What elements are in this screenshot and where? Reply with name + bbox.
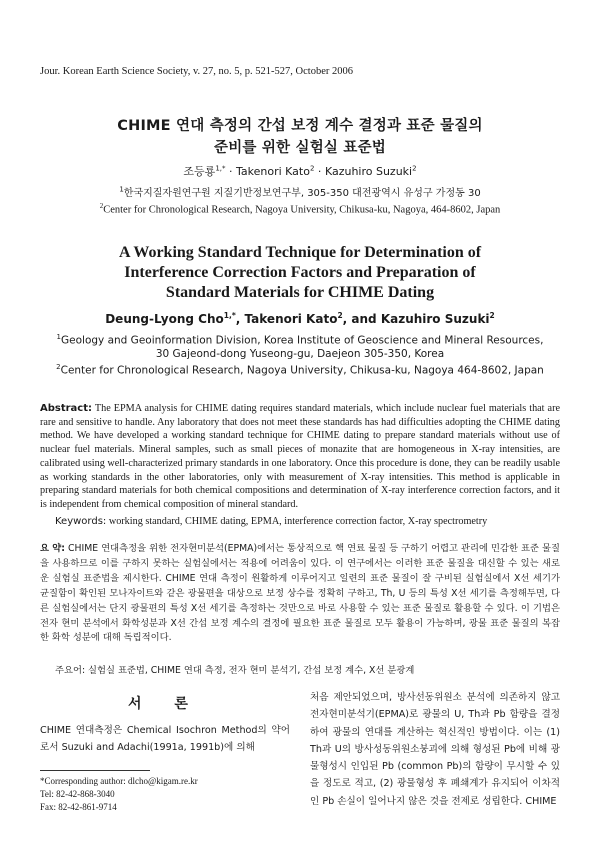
en-aff-2-sup: 2 [56,363,61,371]
english-title-line-2: Interference Correction Factors and Preparation of [124,264,476,281]
footnote-divider [40,770,150,771]
korean-title-line-1: CHIME 연대 측정의 간섭 보정 계수 결정과 표준 물질의 [117,118,483,134]
english-affiliation-1-line-1 [0,333,600,347]
author-1-name: 조등룡 [183,165,216,178]
english-authors: Deung-Lyong Cho$^{1,*}$, Takenori Kato$^2$, and Kazuhiro Suzuki$^2$ [105,311,495,326]
abstract-text: The EPMA analysis for CHIME dating requires standard materials, which include nuclear fuel materials that are rare and sensitive to handle. Any laboratory that does not meet these standards has had difficulties adopting the CHIME dating method. We have developed a working standard technique for CHIME dating to prepare standard materials without use of nuclear fuel materials. Mineral samples, such as small pieces of monazite that are homogeneous in X-ray intensities, are calibrated using well-characterized primary standards in one laboratory. Once this procedure is done, they can be readily usable as working standards in the other laboratories, only with measurement of X-ray intensities. This method is applicable in preparing standard materials for both chemical compositions and determination of X-ray interference correction factors, and it is independent from chemical composition of mineral standard. [40,403,560,510]
footnotes [40,775,290,814]
korean-abstract-text: CHIME 연대측정을 위한 전자현미분석(EPMA)에서는 통상적으로 핵 연료 물질 등 구하기 어렵고 관리에 민감한 표준 물질을 사용하므로 이를 구하지 못하는 실험실에서는 적용에 어려움이 있다. 이 연구에서는 이러한 표준 물질을 대신할 수 있는 새로운 실험실 표준법을 제시한다. CHIME 연대 측정이 원활하게 이루어지고 일련의 표준 물질이 잘 구비된 실험실에서 X선 세기가 균질함이 확인된 모나자이트와 같은 광물편을 대상으로 보정 상수를 정확히 구하고, Th, U 등의 특성 X선 세기를 측정해두면, 다른 실험실에서는 단지 광물편의 특성 X선 세기를 측정하는 것만으로 바로 사용할 수 있는 표준 물질로 활용할 수 있다. 이 기법은 전자 현미 분석에서 화학성분과 X선 간섭 보정 계수의 결정에 필요한 표준 물질로 모두 활용이 가능하며, 광물 표준 물질의 복잡한 화학 성분에 대해 독립적이다. [40,543,560,644]
abstract-label: Abstract: [40,403,93,414]
keywords-label: Keywords: [55,516,107,527]
korean-affiliation-1 [0,184,600,199]
english-title-line-3: Standard Materials for CHIME Dating [165,284,435,301]
korean-aff-2-text: Center for Chronological Research, Nagoya University, Chikusa-ku, Nagoya, 464-8602, Japan [103,204,501,216]
english-abstract [40,402,560,512]
body-right-column: 처음 제안되었으며, 방사선동위원소 분석에 의존하지 않고 전자현미분석기(EPMA)로 광물의 U, Th과 Pb 함량을 결정하여 광물의 연대를 계산하는 혁신적인 방법이다. 이는 (1) Th과 U의 방사성동위원소붕괴에 의해 형성된 Pb에 비해 광물형성시 인입된 Pb (common Pb)의 함량이 무시할 수 있을 정도로 적고, (2) 광물형성 후 폐쇄계가 유지되어 이차적인 Pb 손실이 일어나지 않은 것을 전제로 성립한다. CHIME [310,692,560,807]
korean-title-line-2: 준비를 위한 실험실 표준법 [213,140,387,156]
korean-aff-1-sup: 1 [119,185,124,194]
author-3-name: Kazuhiro Suzuki [324,165,413,178]
korean-aff-1-text: 한국지질자원연구원 지질기반정보연구부, 305-350 대전광역시 유성구 가정동 30 [123,188,481,199]
en-author-1-name: Deung-Lyong Cho [105,312,224,326]
keywords-text: working standard, CHIME dating, EPMA, interference correction factor, X-ray spectrometry [108,516,488,527]
english-affiliation-1-line-2: 30 Gajeond-dong Yuseong-gu, Daejeon 305-350, Korea [155,348,445,360]
author-1-sup: 1,* [215,164,226,173]
telephone: Tel: 82-42-868-3040 [40,789,115,799]
english-title-line-1: A Working Standard Technique for Determination of [118,244,482,261]
author-3-sup: 2 [412,164,417,173]
korean-abstract-label: 요 약: [40,543,65,554]
korean-aff-2-sup: 2 [99,202,104,210]
fax: Fax: 82-42-861-9714 [40,802,117,812]
en-author-2-name: Takenori Kato [244,312,338,326]
journal-citation: Jour. Korean Earth Science Society, v. 27, no. 5, p. 521-527, October 2006 [40,66,353,77]
korean-keywords-label: 주요어: [55,665,86,676]
author-2-sup: 2 [309,164,315,173]
en-author-3-name: Kazuhiro Suzuki [380,312,490,326]
korean-authors: 조등룡$^{1,*}$ · Takenori Kato$^2$ · Kazuhiro Suzuki$^2$ [183,164,417,178]
section-heading-introduction: 서 론 [128,696,202,712]
korean-abstract [40,542,560,646]
en-aff-1-text: Geology and Geoinformation Division, Korea Institute of Geoscience and Mineral Resources, [61,334,544,347]
en-author-1-sup: 1,* [223,311,236,320]
english-keywords [55,516,487,527]
body-left-column: CHIME 연대측정은 Chemical Isochron Method의 약어로서 Suzuki and Adachi(1991a, 1991b)에 의해 [40,725,290,753]
korean-keywords-text: 실험실 표준법, CHIME 연대 측정, 전자 현미 분석기, 간섭 보정 계수, X선 분광계 [88,665,415,676]
korean-keywords [55,662,414,676]
en-author-3-sup: 2 [489,311,495,320]
author-2-name: Takenori Kato [236,165,310,178]
en-aff-1-sup: 1 [56,333,62,341]
english-affiliation-2 [0,363,600,377]
en-author-2-sup: 2 [337,311,343,320]
corresponding-author: *Corresponding author: dlcho@kigam.re.kr [40,776,198,786]
korean-affiliation-2 [0,202,600,216]
en-aff-2-text: Center for Chronological Research, Nagoya University, Chikusa-ku, Nagoya 464-8602, Japan [60,364,544,377]
